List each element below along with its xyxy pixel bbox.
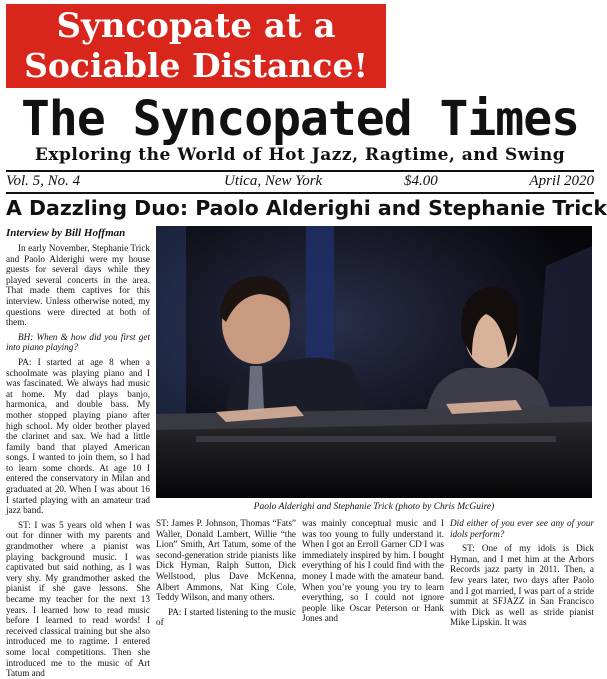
paragraph: BH: When & how did you first get into piano playing? <box>6 331 150 353</box>
issue-price: $4.00 <box>404 173 438 189</box>
masthead-subtitle: Exploring the World of Hot Jazz, Ragtime, and Swing <box>34 145 566 165</box>
photo-illustration <box>156 226 592 498</box>
article-byline: Interview by Bill Hoffman <box>6 227 126 239</box>
issue-place: Utica, New York <box>224 173 323 189</box>
article-headline: A Dazzling Duo: Paolo Alderighi and Stephanie Trick <box>6 196 607 220</box>
paragraph: ST: I was 5 years old when I was out for dinner with my parents and grandmother where a pianist was playing background music. I was captivated but said nothing, as I was very shy. My grandmother asked the pianist if she gave lessons. She became my teacher for the next 13 years. I learned how to read music before I learned to read words! I received classical training but she also introduced me to ragtime. I entered some local competitions. Then she introduced me to the music of Art Tatum and <box>6 519 150 679</box>
paragraph: In early November, Stephanie Trick and Paolo Alderighi were my house guests for several days while they played several concerts in the area. That made them captives for this interview. Unless otherwise noted, my questions were directed at both of them. <box>6 243 150 328</box>
paragraph: ST: James P. Johnson, Thomas “Fats” Waller, Donald Lambert, Willie “the Lion” Smith, Art Tatum, some of the second-generation stride pianists like Dick Hyman, Ralph Sutton, Dick Wellstood, plus Dave McKenna, Albert Ammons, Nat King Cole, Teddy Wilson, and many others. <box>156 518 296 603</box>
banner-line-2: Sociable Distance! <box>24 46 368 85</box>
article-photo <box>156 226 592 498</box>
banner-line-1: Syncopate at a <box>56 6 336 46</box>
article-column-2 <box>156 518 296 628</box>
issue-bar <box>6 170 594 194</box>
paragraph: PA: I started listening to the music of <box>156 606 296 628</box>
article-column-3 <box>302 518 444 624</box>
issue-volume: Vol. 5, No. 4 <box>6 173 81 189</box>
article-column-4 <box>450 518 594 628</box>
article-column-1 <box>6 243 150 679</box>
paragraph: ST: One of my idols is Dick Hyman, and I met him at the Arbors Records jazz party in 2011. Then, a few years later, two days after Paolo and I got married, I was part of a stride summit at SFJAZZ in San Francisco with Dick as well as stride pianist Mike Lipskin. It was <box>450 543 594 628</box>
masthead-title: The Syncopated Times <box>21 91 579 147</box>
promo-banner <box>6 4 386 88</box>
paragraph: PA: I started at age 8 when a schoolmate was playing piano and I was fascinated. We always had music at home. My dad plays banjo, harmonica, and double bass. My mother stopped playing piano after high school. My older brother played the clarinet and sax. We had a little family band that played American songs. I wanted to join them, so I had to learn some chords. At age 10 I entered the conservatory in Milan and graduated at 20. When I was about 16 I started playing with an amateur trad jazz band. <box>6 356 150 516</box>
photo-caption: Paolo Alderighi and Stephanie Trick (photo by Chris McGuire) <box>253 502 495 512</box>
paragraph: Did either of you ever see any of your idols perform? <box>450 518 594 539</box>
paragraph: was mainly conceptual music and I was too young to fully understand it. When I got an Erroll Garner CD I was immediately inspired by him. I bought everything of his I could find with the money I made with the amateur band. When you’re young you try to learn everything, so I could not ignore people like Oscar Peterson or Hank Jones and <box>302 518 444 624</box>
issue-date: April 2020 <box>529 173 594 189</box>
